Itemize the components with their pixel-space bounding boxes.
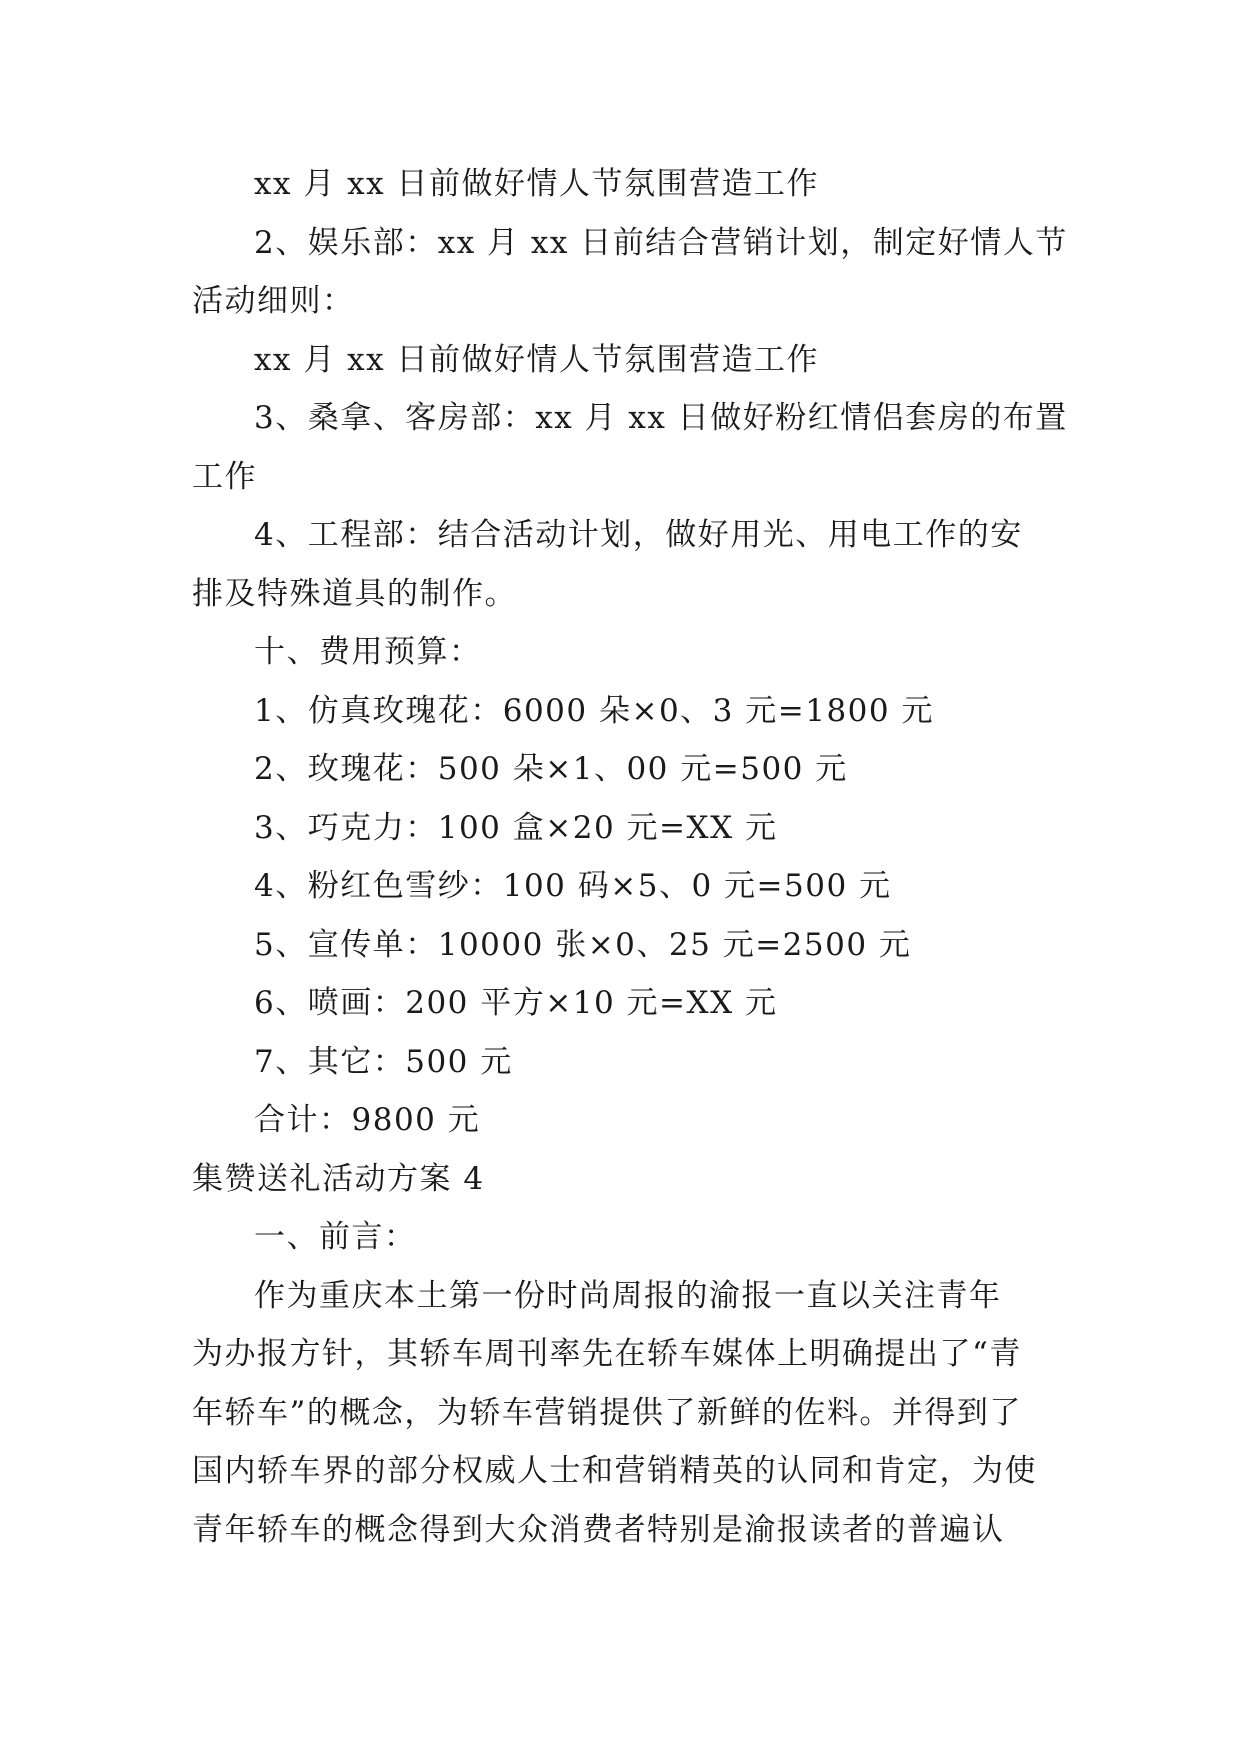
paragraph-line: xx 月 xx 日前做好情人节氛围营造工作: [254, 341, 819, 378]
budget-item: 7、其它：500 元: [254, 1043, 513, 1080]
budget-total: 合计：9800 元: [254, 1102, 481, 1138]
paragraph-line: 工作: [192, 458, 257, 495]
paragraph-line: 为办报方针，其轿车周刊率先在轿车媒体上明确提出了“青: [192, 1336, 1022, 1372]
paragraph-line: 排及特殊道具的制作。: [192, 575, 517, 612]
budget-item: 3、巧克力：100 盒×20 元=XX 元: [254, 809, 778, 846]
paragraph-line: 3、桑拿、客房部：xx 月 xx 日做好粉红情侣套房的布置: [254, 400, 1068, 436]
budget-item: 4、粉红色雪纱：100 码×5、0 元=500 元: [254, 868, 892, 904]
budget-item: 6、喷画：200 平方×10 元=XX 元: [254, 985, 778, 1021]
paragraph-line: 4、工程部：结合活动计划，做好用光、用电工作的安: [254, 517, 1023, 553]
paragraph-line: 2、娱乐部：xx 月 xx 日前结合营销计划，制定好情人节: [254, 224, 1068, 261]
document-body: [192, 155, 1068, 1559]
paragraph-line: 青年轿车的概念得到大众消费者特别是渝报读者的普遍认: [192, 1511, 1005, 1548]
budget-item: 2、玫瑰花：500 朵×1、00 元=500 元: [254, 751, 848, 787]
section-heading: 一、前言：: [254, 1219, 417, 1255]
paragraph-line: 年轿车”的概念，为轿车营销提供了新鲜的佐料。并得到了: [192, 1394, 1022, 1431]
paragraph-line: 国内轿车界的部分权威人士和营销精英的认同和肯定，为使: [192, 1453, 1037, 1489]
paragraph-line: xx 月 xx 日前做好情人节氛围营造工作: [254, 166, 819, 202]
budget-item: 1、仿真玫瑰花：6000 朵×0、3 元=1800 元: [254, 692, 934, 729]
budget-item: 5、宣传单：10000 张×0、25 元=2500 元: [254, 926, 912, 963]
paragraph-line: 活动细则：: [192, 283, 355, 319]
paragraph-line: 作为重庆本土第一份时尚周报的渝报一直以关注青年: [254, 1277, 1002, 1314]
section-heading: 十、费用预算：: [254, 634, 482, 670]
document-section-title: 集赞送礼活动方案 4: [192, 1160, 485, 1197]
